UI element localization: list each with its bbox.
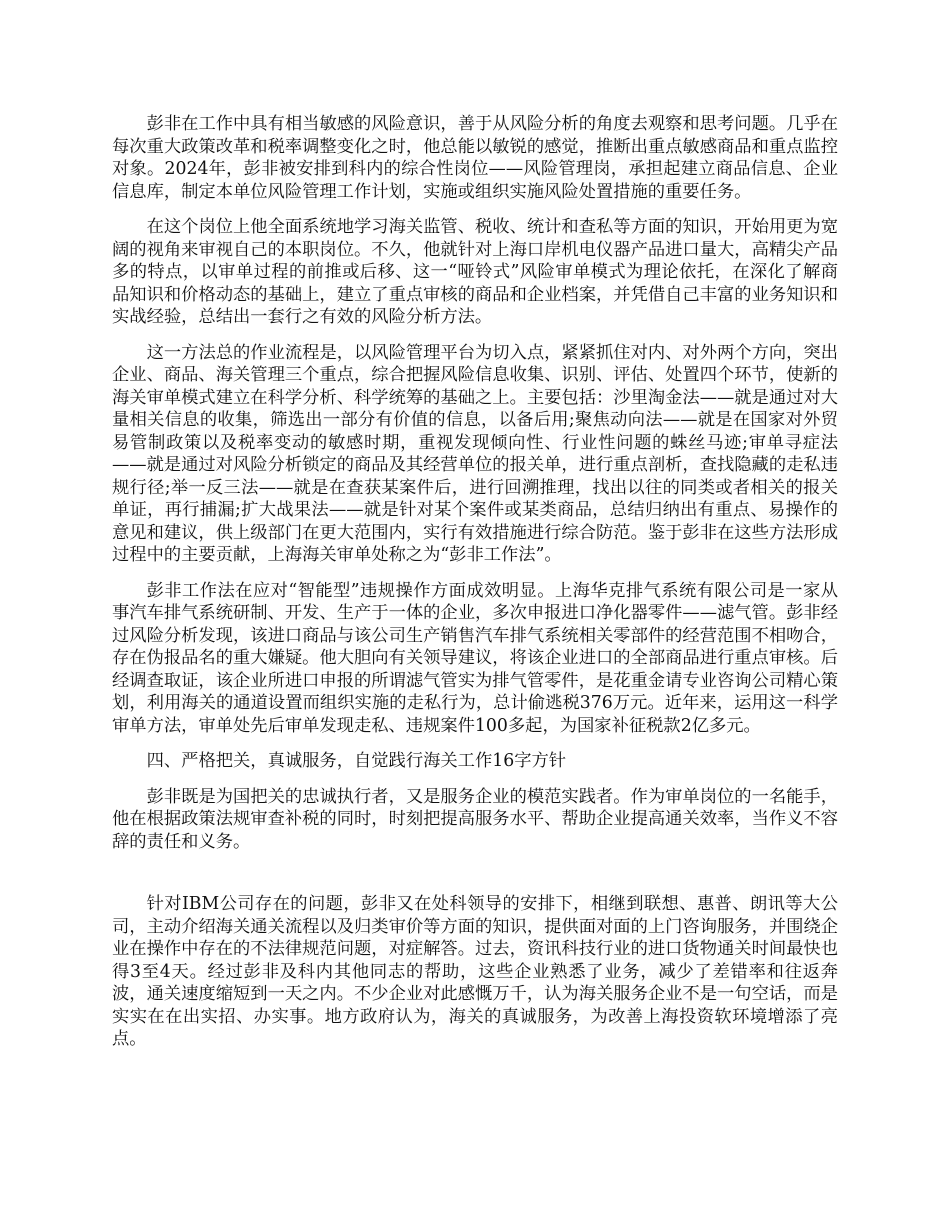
section-heading-strict-control: 四、严格把关，真诚服务，自觉践行海关工作16字方针 <box>146 751 567 771</box>
paragraph-method-workflow: 这一方法总的作业流程是，以风险管理平台为切入点，紧紧抓住对内、对外两个方向，突出企业、商品、海关管理三个重点，综合把握风险信息收集、识别、评估、处置四个环节，使新的海关审单模式建立在科学分析、科学统筹的基础之上。主要包括：沙里淘金法——就是通过对大量相关信息的收集，筛选出一部分有价值的信息，以备后用;聚焦动向法——就是在国家对外贸易管制政策以及税率变动的敏感时期，重视发现倾向性、行业性问题的蛛丝马迹;审单寻症法——就是通过对风险分析锁定的商品及其经营单位的报关单，进行重点剖析，查找隐藏的走私违规行径;举一反三法——就是在查获某案件后，进行回溯推理，找出以往的同类或者相关的报关单证，再行捕漏;扩大战果法——就是针对某个案件或某类商品，总结归纳出有重点、易操作的意见和建议，供上级部门在更大范围内，实行有效措施进行综合防范。鉴于彭非在这些方法形成过程中的主要贡献，上海海关审单处称之为“彭非工作法”。 <box>112 342 838 565</box>
paragraph-service-practice: 彭非既是为国把关的忠诚执行者，又是服务企业的模范实践者。作为审单岗位的一名能手，他在根据政策法规审查补税的同时，时刻把提高服务水平、帮助企业提高通关效率，当作义不容辞的责任和义务。 <box>112 786 838 852</box>
paragraph-risk-awareness: 彭非在工作中具有相当敏感的风险意识，善于从风险分析的角度去观察和思考问题。几乎在每次重大政策改革和税率调整变化之时，他总能以敏锐的感觉，推断出重点敏感商品和重点监控对象。2024年，彭非被安排到科内的综合性岗位——风险管理岗，承担起建立商品信息、企业信息库，制定本单位风险管理工作计划，实施或组织实施风险处置措施的重要任务。 <box>112 114 838 202</box>
paragraph-ibm-service: 针对IBM公司存在的问题，彭非又在处科领导的安排下，相继到联想、惠普、朗讯等大公司，主动介绍海关通关流程以及归类审价等方面的知识，提供面对面的上门咨询服务，并围绕企业在操作中存在的不法律规范问题，对症解答。过去，资讯科技行业的进口货物通关时间最快也得3至4天。经过彭非及科内其他同志的帮助，这些企业熟悉了业务，减少了差错率和往返奔波，通关速度缩短到一天之内。不少企业对此感慨万千，认为海关服务企业不是一句空话，而是实实在在出实招、办实事。地方政府认为，海关的真诚服务，为改善上海投资软环境增添了亮点。 <box>112 894 838 1049</box>
paragraph-smart-violation-case: 彭非工作法在应对“智能型”违规操作方面成效明显。上海华克排气系统有限公司是一家从事汽车排气系统研制、开发、生产于一体的企业，多次申报进口净化器零件——滤气管。彭非经过风险分析发现，该进口商品与该公司生产销售汽车排气系统相关零部件的经营范围不相吻合，存在伪报品名的重大嫌疑。他大胆向有关领导建议，将该企业进口的全部商品进行重点审核。后经调查取证，该企业所进口申报的所谓滤气管实为排气管零件，是花重金请专业咨询公司精心策划，利用海关的通道设置而组织实施的走私行为，总计偷逃税376万元。近年来，运用这一科学审单方法，审单处先后审单发现走私、违规案件100多起，为国家补征税款2亿多元。 <box>112 580 838 736</box>
paragraph-risk-post-study: 在这个岗位上他全面系统地学习海关监管、税收、统计和查私等方面的知识，开始用更为宽阔的视角来审视自己的本职岗位。不久，他就针对上海口岸机电仪器产品进口量大，高精尖产品多的特点，以审单过程的前推或后移、这一“哑铃式”风险审单模式为理论依托，在深化了解商品知识和价格动态的基础上，建立了重点审核的商品和企业档案，并凭借自己丰富的业务知识和实战经验，总结出一套行之有效的风险分析方法。 <box>112 217 838 327</box>
document-body <box>112 113 838 1064</box>
